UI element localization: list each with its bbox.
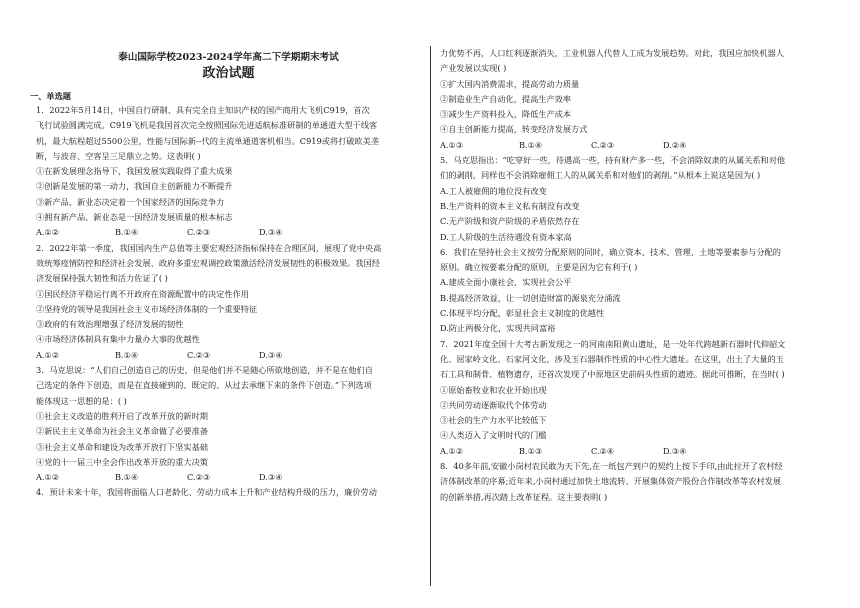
question-stem-line: 断，与波音、空客呈三足鼎立之势。这表明( ): [36, 150, 201, 161]
statement-option: ④人类迈入了文明时代的门槛: [440, 430, 547, 441]
question-stem-line: 们的剥削，同样也不会消除雇佣工人的从属关系和对他们的剥削。”从根本上说这是因为( ): [440, 170, 761, 181]
statement-option: ③政府的有效治理增强了经济发展的韧性: [36, 319, 184, 330]
exam-title: 泰山国际学校2023-2024学年高二下学期期末考试: [118, 52, 339, 63]
question-4-cont: [440, 46, 826, 153]
statement-option: D.防止两极分化，实现共同富裕: [440, 323, 556, 334]
statement-option: A.工人被雇佣的地位没有改变: [440, 185, 547, 196]
answer-choice: A.①②: [36, 227, 60, 238]
question-stem-line: 己选定的条件下创造，而是在直接碰到的、既定的、从过去承继下来的条件下创造。”下列选项: [36, 380, 372, 391]
answer-options: [36, 470, 421, 485]
statement-option: ①国民经济平稳运行离不开政府在资源配置中的决定性作用: [36, 288, 249, 299]
answer-choice: C.②④: [591, 445, 615, 456]
statement-option: ①社会主义改造的胜利开启了改革开放的新时期: [36, 410, 208, 421]
statement-option: B.提高经济效益，让一切创造财富的源泉充分涌流: [440, 292, 621, 303]
statement-option: ④党的十一届三中全会作出改革开放的重大决策: [36, 456, 208, 467]
left-column: [30, 46, 421, 501]
question-4: [36, 485, 421, 500]
answer-choice: C.②③: [187, 349, 211, 360]
question-8: [440, 459, 826, 505]
question-stem-line: 8．40多年前,安徽小岗村农民敢为天下先,在一纸包产到户的契约上按下手印,由此拉开了农村经: [440, 461, 783, 472]
statement-option: ③社会主义革命和建设为改革开放打下坚实基础: [36, 441, 208, 452]
question-stem-line: 原则。确立按要素分配的原则，主要是因为它有利于( ): [440, 262, 638, 273]
question-5: [440, 153, 826, 245]
statement-option: A.建成全面小康社会，实现社会公平: [440, 277, 572, 288]
question-3: [36, 363, 421, 485]
question-stem-line: 6．我们在坚持社会主义按劳分配原则的同时，确立资本、技术、管理、土地等要素参与分配的: [440, 246, 781, 257]
question-stem-line: 力优势不再，人口红利逐渐消失，工业机器人代替人工成为发展趋势。对此，我国应加快机器人: [440, 48, 784, 58]
question-stem-line: 产业发展以实现( ): [440, 63, 507, 74]
question-stem-line: 3．马克思说：“人们自己创造自己的历史，但是他们并不是随心所欲地创造，并不是在他们自: [36, 365, 373, 376]
answer-choice: D.③④: [663, 445, 687, 456]
question-stem-line: 石工具和制骨、植物遗存，还首次发现了中原地区史前码头性质的遗迹。据此可推断，在当时( ): [440, 369, 785, 380]
answer-choice: D.③④: [259, 349, 283, 360]
section-heading: 一、单选题: [30, 91, 71, 101]
question-list-left: [36, 103, 421, 501]
question-stem-line: 化、屈家岭文化、石家河文化，涉及玉石器制作性质的中心性大遗址。在这里，出土了大量的玉: [440, 353, 784, 364]
statement-option: ②制造业生产自动化，提高生产效率: [440, 93, 572, 104]
statement-option: ④拥有新产品、新业态是一国经济发展质量的根本标志: [36, 212, 233, 223]
answer-choice: B.①③: [519, 445, 543, 456]
answer-choice: C.②③: [187, 227, 211, 238]
statement-option: ③新产品、新业态决定着一个国家经济的国际竞争力: [36, 196, 225, 207]
answer-choice: A.①②: [36, 472, 60, 483]
answer-choice: B.①④: [519, 139, 543, 150]
statement-option: ②新民主主义革命为社会主义革命做了必要准备: [36, 426, 208, 437]
question-2: [36, 241, 421, 363]
question-stem-line: 5．马克思指出：“吃穿好一些，待遇高一些，持有财产多一些，不会消除奴隶的从属关系和对他: [440, 155, 786, 166]
answer-choice: A.①②: [36, 349, 60, 360]
statement-option: ④自主创新能力提高，转变经济发展方式: [440, 124, 588, 135]
answer-options: [440, 444, 826, 459]
statement-option: ③减少生产资料投入，降低生产成本: [440, 109, 572, 120]
exam-subject: 政治试题: [202, 66, 255, 81]
question-7: [440, 337, 826, 459]
answer-choice: A.①②: [440, 445, 464, 456]
question-stem-line: 效统筹疫情防控和经济社会发展、政府多重宏观调控政策激活经济发展韧性的积极效果。我国经: [36, 257, 380, 268]
answer-options: [36, 225, 421, 240]
question-stem-line: 1．2022年5月14日，中国自行研制、具有完全自主知识产权的国产商用大飞机C919，首次: [36, 105, 370, 115]
question-stem-line: 2．2022年第一季度，我国国内生产总值等主要宏观经济指标保持在合理区间，展现了党中央高: [36, 242, 382, 253]
answer-choice: B.①④: [115, 227, 139, 238]
answer-choice: B.①④: [115, 472, 139, 483]
statement-option: D.工人阶级的生活待遇没有资本家高: [440, 231, 572, 242]
statement-option: C.体现平均分配，彰显社会主义制度的优越性: [440, 308, 605, 319]
question-list-right: [440, 46, 826, 505]
right-column: [440, 46, 826, 505]
answer-choice: D.②④: [663, 139, 687, 150]
question-1: [36, 103, 421, 241]
statement-option: ③社会的生产力水平比较低下: [440, 415, 547, 426]
question-stem-line: 能体现这一思想的是：( ): [36, 395, 127, 406]
question-stem-line: 机，最大航程超过5500公里，性能与国际新--代的主流单通道客机相当。C919或将打破欧美垄: [36, 135, 380, 146]
statement-option: ②创新是发展的第一动力，我国自主创新能力不断提升: [36, 181, 233, 192]
answer-choice: D.③④: [259, 227, 283, 238]
answer-choice: D.③④: [259, 472, 283, 483]
answer-choice: A.①③: [440, 139, 464, 150]
question-stem-line: 济发展保持强大韧性和活力佐证了( ): [36, 273, 168, 284]
question-stem-line: 济体制改革的序幕;近年来,小岗村通过加快土地流转、开展集体资产股份合作制改革等农村发展: [440, 476, 782, 487]
statement-option: ①在新发展理念指导下，我国发展实践取得了重大成果: [36, 166, 233, 177]
question-stem-line: 的创新举措,再次踏上改革征程。这主要表明( ): [440, 491, 608, 502]
statement-option: ②共同劳动逐渐取代个体劳动: [440, 399, 547, 410]
question-stem-line: 4．预计未来十年，我国将面临人口老龄化、劳动力成本上升和产业结构升级的压力，廉价劳动: [36, 487, 377, 498]
answer-choice: C.②③: [591, 139, 615, 150]
answer-choice: B.①④: [115, 349, 139, 360]
statement-option: B.生产资料的资本主义私有制没有改变: [440, 200, 580, 211]
question-stem-line: 飞行试验圆满完成。C919飞机是我国首次完全按照国际先进适航标准研制的单通道大型干线客: [36, 120, 378, 131]
question-stem-line: 7．2021年度全国十大考古新发现之一的河南南阳黄山遗址，是一处年代跨越新石器时代仰韶文: [440, 338, 786, 349]
answer-options: [440, 138, 826, 153]
statement-option: ②坚持党的领导是我国社会主义市场经济体制的一个重要特征: [36, 303, 258, 314]
statement-option: ④市场经济体制具有集中力量办大事的优越性: [36, 334, 200, 345]
statement-option: ①扩大国内消费需求，提高劳动力质量: [440, 78, 580, 89]
statement-option: C.无产阶级和资产阶级的矛盾依然存在: [440, 216, 580, 227]
answer-options: [36, 348, 421, 363]
question-6: [440, 245, 826, 337]
column-divider: [430, 46, 431, 586]
statement-option: ①原始畜牧业和农业开始出现: [440, 384, 547, 395]
answer-choice: C.②③: [187, 472, 211, 483]
